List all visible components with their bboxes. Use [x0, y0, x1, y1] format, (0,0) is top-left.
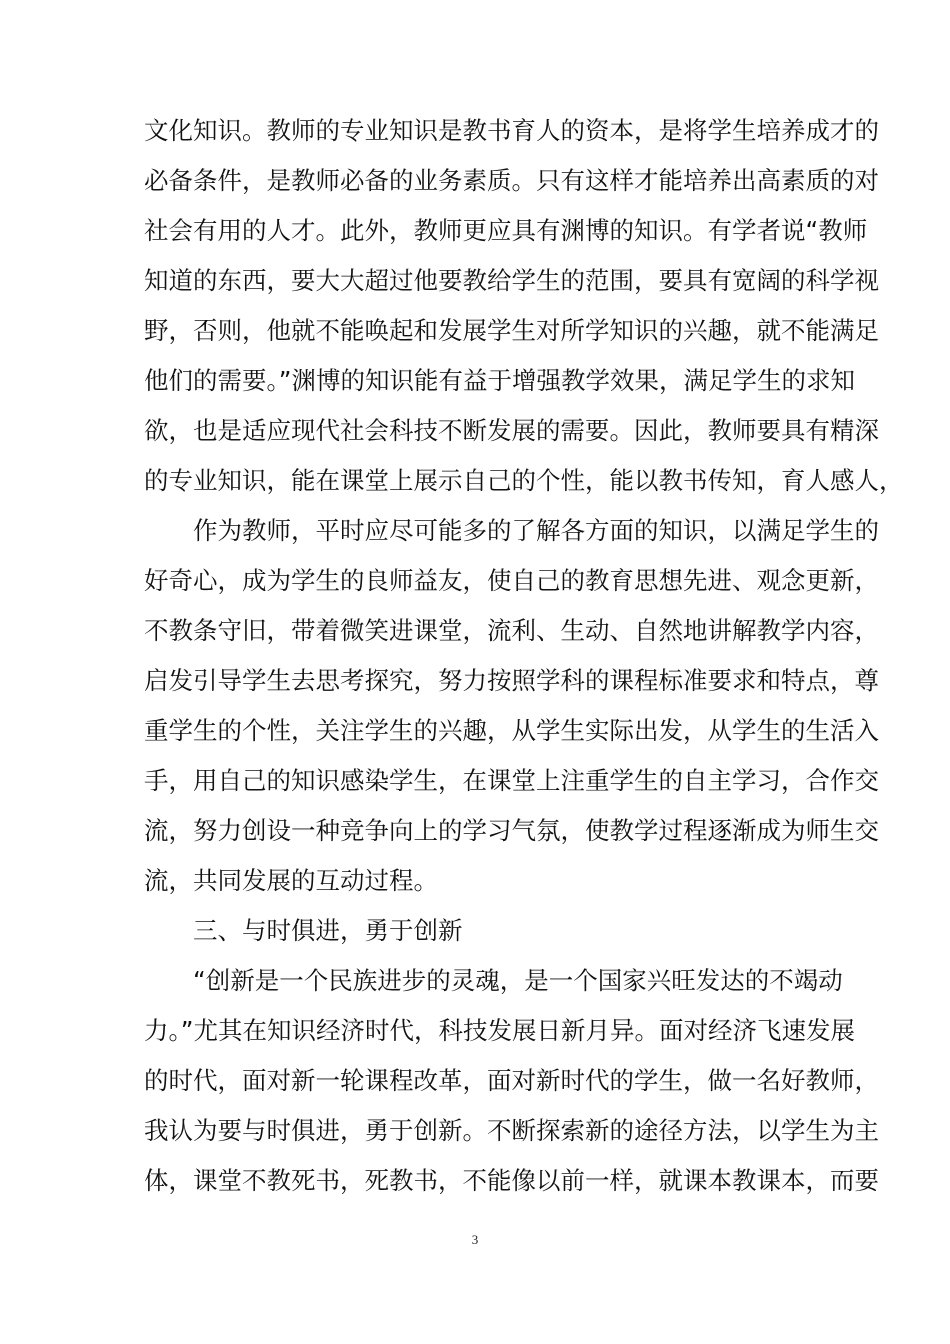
text-line: 启发引导学生去思考探究，努力按照学科的课程标准要求和特点，尊 [144, 666, 879, 695]
text-line: “创新是一个民族进步的灵魂，是一个国家兴旺发达的不竭动 [144, 966, 843, 995]
text-line: 文化知识。教师的专业知识是教书育人的资本，是将学生培养成才的 [144, 116, 879, 145]
text-line: 好奇心，成为学生的良师益友，使自己的教育思想先进、观念更新， [144, 566, 879, 595]
text-line: 流，共同发展的互动过程。 [144, 866, 438, 895]
text-line: 必备条件，是教师必备的业务素质。只有这样才能培养出高素质的对 [144, 166, 879, 195]
text-line: 流，努力创设一种竞争向上的学习气氛，使教学过程逐渐成为师生交 [144, 816, 879, 845]
page-number: 3 [471, 1232, 479, 1247]
text-line: 的专业知识，能在课堂上展示自己的个性，能以教书传知，育人感人， [144, 466, 904, 495]
text-line: 我认为要与时俱进，勇于创新。不断探索新的途径方法，以学生为主 [144, 1116, 879, 1145]
text-line: 重学生的个性，关注学生的兴趣，从学生实际出发，从学生的生活入 [144, 716, 879, 745]
text-line: 作为教师，平时应尽可能多的了解各方面的知识，以满足学生的 [144, 516, 879, 545]
text-line: 知道的东西，要大大超过他要教给学生的范围，要具有宽阔的科学视 [144, 266, 879, 295]
text-line: 他们的需要。”渊博的知识能有益于增强教学效果，满足学生的求知 [144, 366, 855, 395]
text-line: 不教条守旧，带着微笑进课堂，流利、生动、自然地讲解教学内容， [144, 616, 879, 645]
text-line: 欲，也是适应现代社会科技不断发展的需要。因此，教师要具有精深 [144, 416, 879, 445]
text-line: 力。”尤其在知识经济时代，科技发展日新月异。面对经济飞速发展 [144, 1016, 855, 1045]
text-line: 的时代，面对新一轮课程改革，面对新时代的学生，做一名好教师， [144, 1066, 879, 1095]
text-line: 手，用自己的知识感染学生，在课堂上注重学生的自主学习，合作交 [144, 766, 879, 795]
text-line: 野，否则，他就不能唤起和发展学生对所学知识的兴趣，就不能满足 [144, 316, 879, 345]
text-line: 体，课堂不教死书，死教书，不能像以前一样，就课本教课本，而要 [144, 1166, 879, 1195]
text-line: 社会有用的人才。此外，教师更应具有渊博的知识。有学者说“教师 [144, 216, 868, 245]
section-heading: 三、与时俱进，勇于创新 [144, 916, 463, 945]
